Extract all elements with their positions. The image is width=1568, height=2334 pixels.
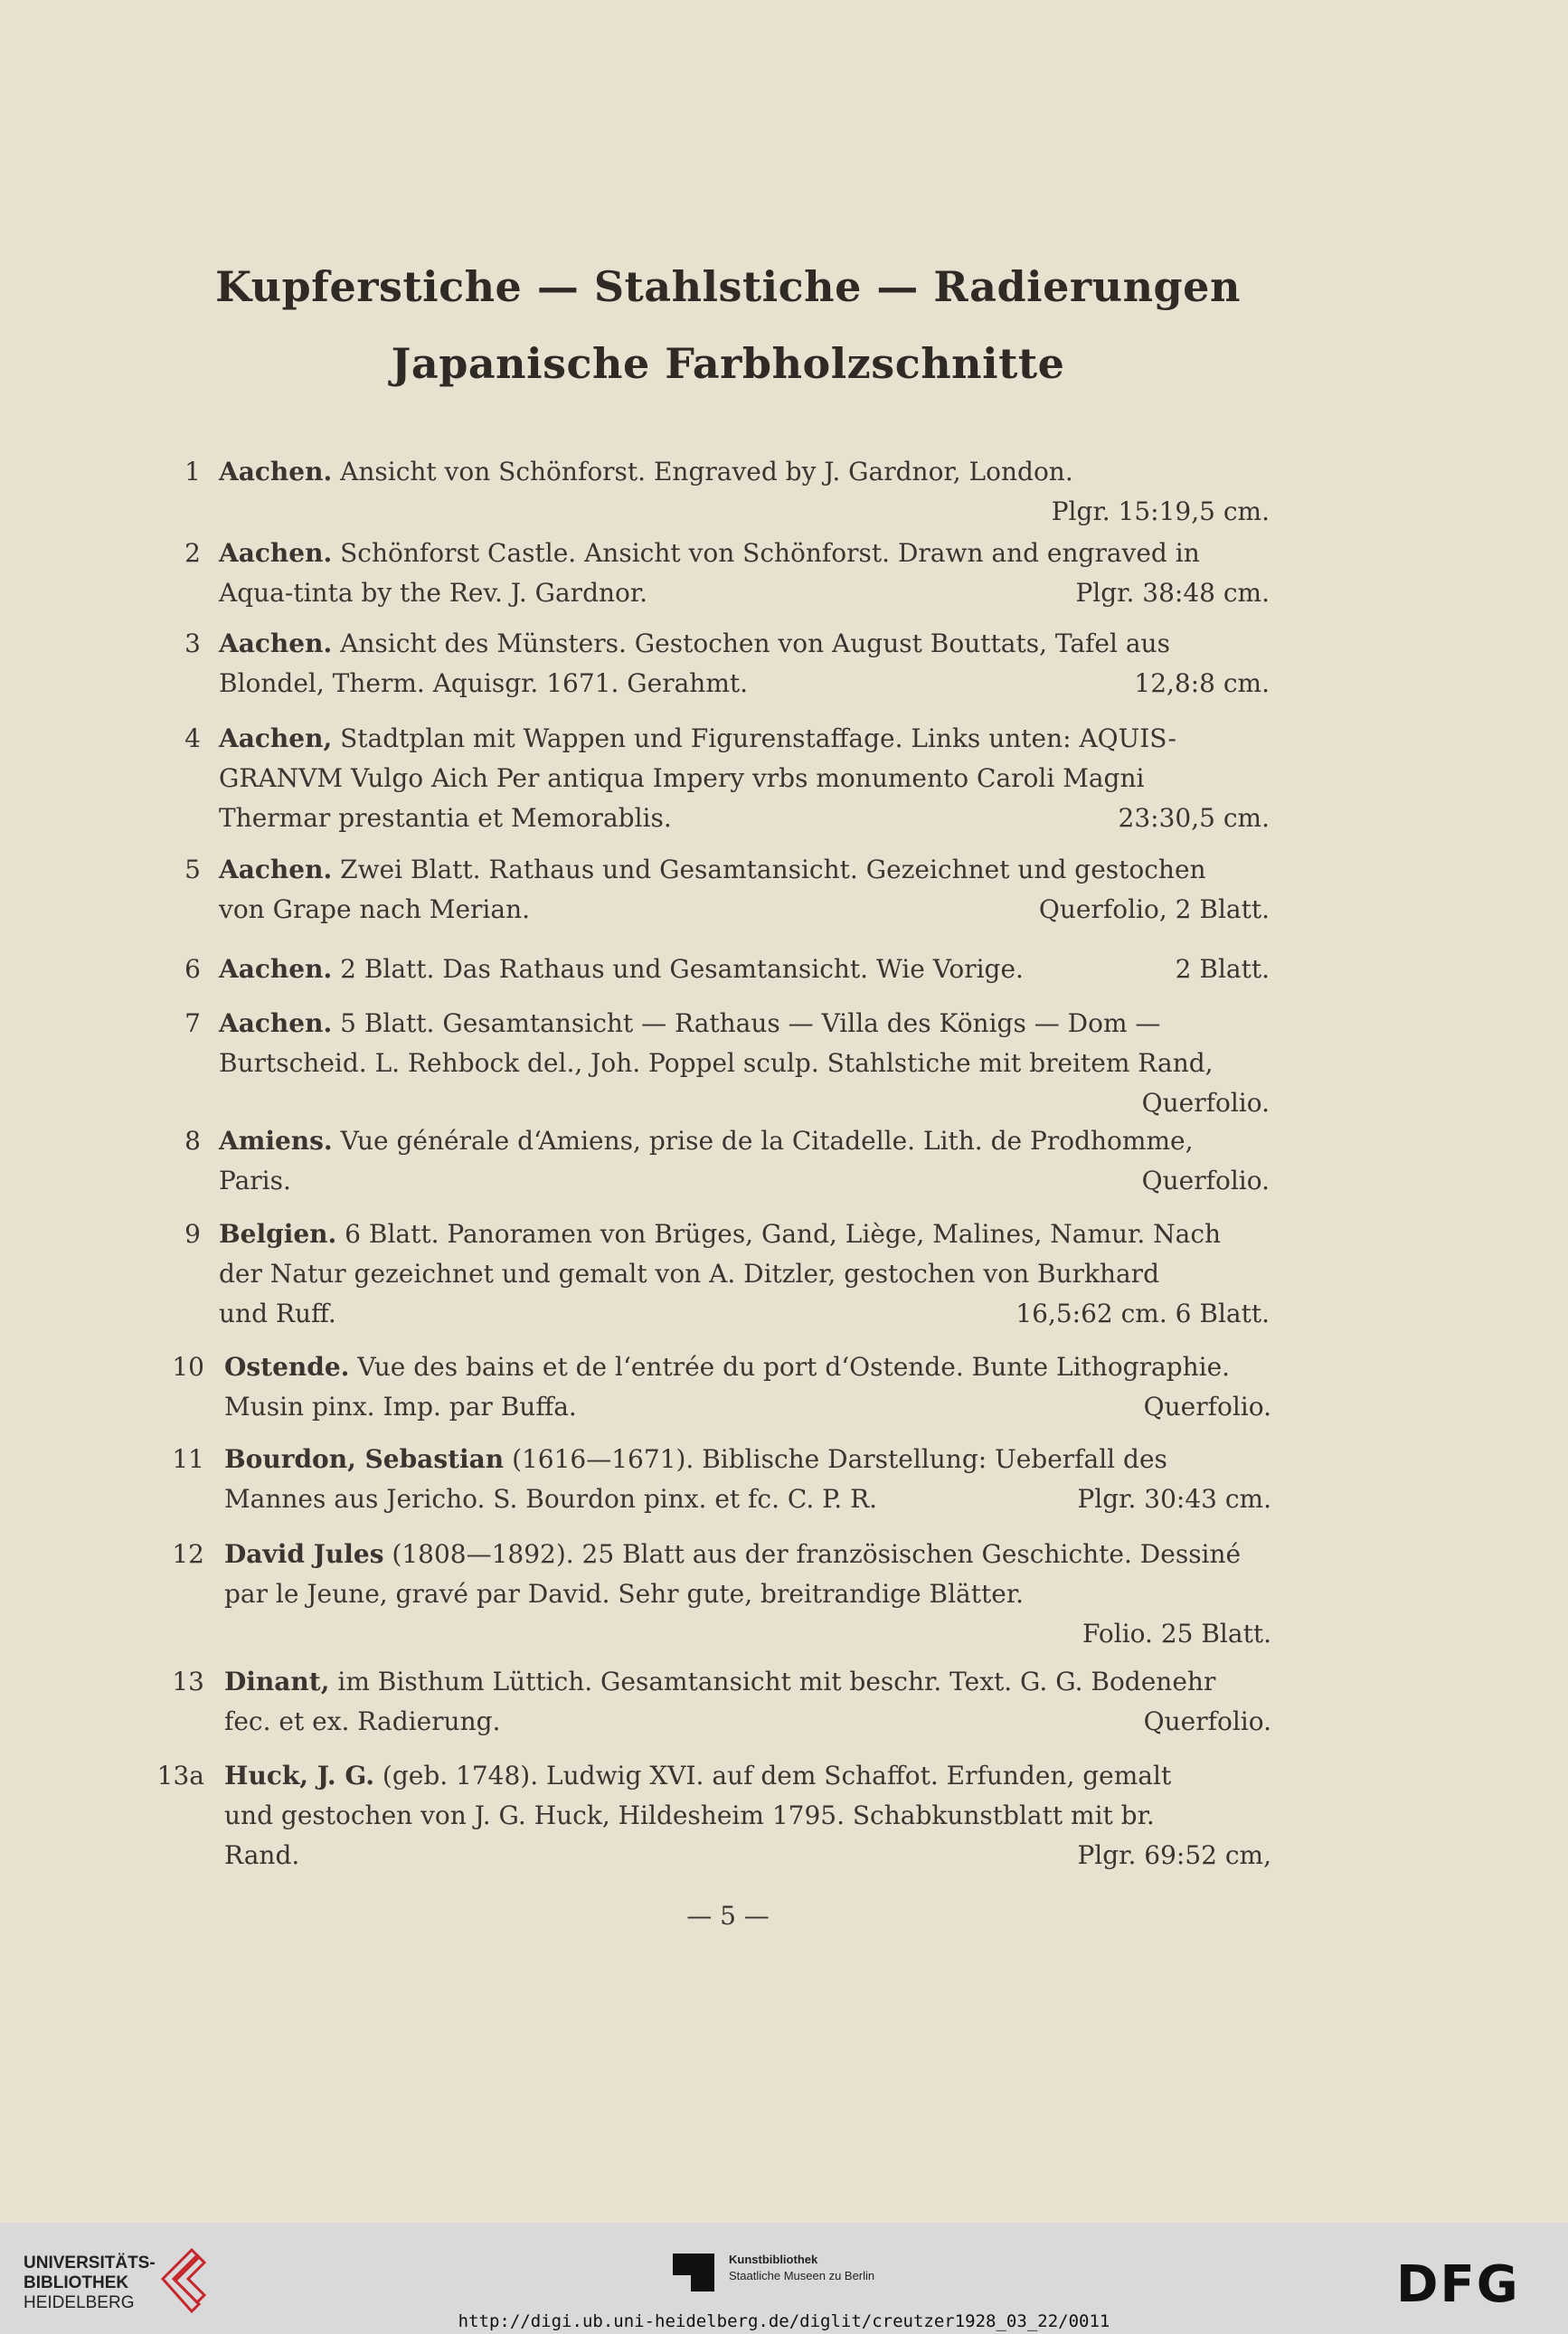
- entry-line: [224, 1440, 1297, 1479]
- entry-line-text: 2 Blatt. Das Rathaus und Gesamtansicht. Wie Vorige.: [340, 954, 1024, 984]
- entry-dimensions: Querfolio.: [1143, 1392, 1271, 1422]
- entry-number: 13: [172, 1667, 204, 1696]
- entry-name: Aachen.: [219, 1008, 333, 1038]
- entry-line: [224, 1702, 1297, 1742]
- entry-name: Aachen.: [219, 954, 333, 984]
- entry-line-text: Vue générale d‘Amiens, prise de la Citadelle. Lith. de Prodhomme,: [340, 1126, 1194, 1156]
- entry-dimensions: 23:30,5 cm.: [1118, 803, 1270, 833]
- permalink-url[interactable]: http://digi.ub.uni-heidelberg.de/diglit/creutzer1928_03_22/0011: [458, 2311, 1110, 2331]
- ub-heidelberg-text: [24, 2254, 156, 2313]
- entry-text: [219, 850, 1295, 930]
- kb-line-2: Staatliche Museen zu Berlin: [729, 2269, 875, 2282]
- entry-line-text: GRANVM Vulgo Aich Per antiqua Impery vrbs monumento Caroli Magni: [219, 763, 1145, 793]
- entry-line: [219, 1254, 1295, 1294]
- entry-line-text: Ansicht von Schönforst. Engraved by J. Gardnor, London.: [340, 457, 1073, 487]
- entry-line-text: 5 Blatt. Gesamtansicht — Rathaus — Villa des Königs — Dom —: [340, 1008, 1161, 1038]
- entry-name: Dinant,: [224, 1667, 330, 1696]
- entry-name: Aachen.: [219, 457, 333, 487]
- entry-dimensions: Plgr. 15:19,5 cm.: [1051, 496, 1270, 526]
- entry-name: Ostende.: [224, 1352, 350, 1382]
- entry-line: [224, 1796, 1297, 1836]
- entry-dimensions: 16,5:62 cm. 6 Blatt.: [1015, 1299, 1270, 1328]
- entry-line-text: (1616—1671). Biblische Darstellung: Ueberfall des: [512, 1444, 1167, 1474]
- entry-line-text: Stadtplan mit Wappen und Figurenstaffage. Links unten: AQUIS-: [340, 723, 1176, 753]
- entry-text: [219, 624, 1295, 704]
- footer-bar: [0, 2223, 1568, 2334]
- entry-number: 4: [184, 723, 201, 753]
- entry-line: [219, 1121, 1295, 1161]
- entry-dimensions: Querfolio, 2 Blatt.: [1038, 894, 1270, 924]
- entry-line: [219, 1044, 1295, 1083]
- entry-text: [219, 534, 1295, 613]
- entry-line-text: par le Jeune, gravé par David. Sehr gute, breitrandige Blätter.: [224, 1579, 1025, 1609]
- entry-line-text: Schönforst Castle. Ansicht von Schönforst. Drawn and engraved in: [340, 538, 1200, 568]
- kb-line-1: Kunstbibliothek: [729, 2253, 818, 2266]
- entry-name: Bourdon, Sebastian: [224, 1444, 505, 1474]
- entry-dimensions: 2 Blatt.: [1175, 954, 1270, 984]
- entry-number: 11: [172, 1444, 204, 1474]
- entry-name: Aachen,: [219, 723, 333, 753]
- entry-number: 3: [184, 628, 201, 658]
- entry-line: [224, 1574, 1297, 1614]
- entry-line: [219, 950, 1295, 989]
- entry-line-text: der Natur gezeichnet und gemalt von A. Ditzler, gestochen von Burkhard: [219, 1259, 1159, 1289]
- entry-line: [219, 719, 1295, 759]
- entry-number: 12: [172, 1539, 204, 1569]
- entry-line-text: 6 Blatt. Panoramen von Brüges, Gand, Liège, Malines, Namur. Nach: [345, 1219, 1222, 1249]
- entry-line: [219, 1214, 1295, 1254]
- entry-name: Aachen.: [219, 538, 333, 568]
- entry-name: Aachen.: [219, 855, 333, 884]
- title-line-2: Japanische Farbholzschnitte: [391, 339, 1065, 388]
- entry-dimensions: Plgr. 38:48 cm.: [1075, 578, 1270, 608]
- entry-line-text: und Ruff.: [219, 1299, 336, 1328]
- entry-text: [224, 1662, 1297, 1742]
- entry-dimensions: Querfolio.: [1141, 1166, 1270, 1195]
- title-line-1: Kupferstiche — Stahlstiche — Radierungen: [215, 262, 1241, 311]
- entry-line-text: fec. et ex. Radierung.: [224, 1706, 501, 1736]
- entry-line: [224, 1662, 1297, 1702]
- entry-line: [224, 1347, 1297, 1387]
- entry-line: [224, 1756, 1297, 1796]
- entry-line: [219, 1161, 1295, 1201]
- entry-number: 2: [184, 538, 201, 568]
- entry-line-text: Musin pinx. Imp. par Buffa.: [224, 1392, 577, 1422]
- entry-line: [219, 759, 1295, 798]
- entry-text: [219, 950, 1295, 989]
- entry-number: 7: [184, 1008, 201, 1038]
- entry-number: 5: [184, 855, 201, 884]
- entry-line: [219, 534, 1295, 573]
- entry-line: [219, 1004, 1295, 1044]
- entry-line-text: Burtscheid. L. Rehbock del., Joh. Poppel sculp. Stahlstiche mit breitem Rand,: [219, 1048, 1214, 1078]
- entry-text: [219, 1121, 1295, 1201]
- entry-line-text: (1808—1892). 25 Blatt aus der französischen Geschichte. Dessiné: [392, 1539, 1242, 1569]
- entry-name: Huck, J. G.: [224, 1761, 374, 1791]
- entry-line-text: Zwei Blatt. Rathaus und Gesamtansicht. Gezeichnet und gestochen: [340, 855, 1206, 884]
- entry-line: [219, 624, 1295, 664]
- entry-dimensions: Querfolio.: [1143, 1706, 1271, 1736]
- entry-text: [219, 452, 1295, 532]
- entry-text: [224, 1756, 1297, 1876]
- entry-line-text: Thermar prestantia et Memorablis.: [219, 803, 672, 833]
- entry-line-text: von Grape nach Merian.: [219, 894, 530, 924]
- entry-number: 10: [172, 1352, 204, 1382]
- entry-dimensions: Folio. 25 Blatt.: [1082, 1619, 1271, 1649]
- entry-number: 6: [184, 954, 201, 984]
- entry-dimensions: Querfolio.: [1141, 1088, 1270, 1118]
- entry-line: [219, 452, 1295, 492]
- entry-text: [219, 719, 1295, 838]
- entry-line-text: Rand.: [224, 1840, 300, 1870]
- entry-line-text: Blondel, Therm. Aquisgr. 1671. Gerahmt.: [219, 668, 749, 698]
- entry-text: [224, 1347, 1297, 1427]
- entry-name: David Jules: [224, 1539, 384, 1569]
- page-number: — 5 —: [686, 1901, 770, 1931]
- ub-heidelberg-logo-icon: [156, 2243, 219, 2315]
- entry-text: [224, 1535, 1297, 1654]
- entry-text: [224, 1440, 1297, 1519]
- entry-name: Amiens.: [219, 1126, 333, 1156]
- entry-dimensions: Plgr. 30:43 cm.: [1077, 1484, 1271, 1514]
- entry-line-text: Paris.: [219, 1166, 291, 1195]
- entry-name: Belgien.: [219, 1219, 337, 1249]
- entry-number: 8: [184, 1126, 201, 1156]
- entry-number: 13a: [156, 1761, 204, 1791]
- entry-line: [219, 850, 1295, 890]
- entry-line-text: (geb. 1748). Ludwig XVI. auf dem Schaffot. Erfunden, gemalt: [382, 1761, 1172, 1791]
- entry-number: 9: [184, 1219, 201, 1249]
- kunstbibliothek-logo-icon: [669, 2250, 720, 2295]
- entry-number: 1: [184, 457, 201, 487]
- dfg-logo: DFG: [1396, 2255, 1520, 2314]
- ub-line-3: HEIDELBERG: [24, 2293, 135, 2312]
- kunstbibliothek-text: [729, 2252, 874, 2284]
- entry-dimensions: 12,8:8 cm.: [1134, 668, 1270, 698]
- entry-line: [224, 1535, 1297, 1574]
- entry-line-text: Vue des bains et de l‘entrée du port d‘Ostende. Bunte Lithographie.: [357, 1352, 1231, 1382]
- entry-line-text: im Bisthum Lüttich. Gesamtansicht mit beschr. Text. G. G. Bodenehr: [337, 1667, 1216, 1696]
- ub-line-2: BIBLIOTHEK: [24, 2273, 129, 2292]
- entry-line-text: Mannes aus Jericho. S. Bourdon pinx. et fc. C. P. R.: [224, 1484, 878, 1514]
- entry-name: Aachen.: [219, 628, 333, 658]
- entry-line-text: Aqua-tinta by the Rev. J. Gardnor.: [219, 578, 648, 608]
- entry-dimensions: Plgr. 69:52 cm,: [1077, 1840, 1271, 1870]
- entry-line-text: Ansicht des Münsters. Gestochen von August Bouttats, Tafel aus: [340, 628, 1170, 658]
- ub-line-1: UNIVERSITÄTS-: [24, 2254, 156, 2273]
- entry-text: [219, 1214, 1295, 1334]
- entry-line-text: und gestochen von J. G. Huck, Hildesheim 1795. Schabkunstblatt mit br.: [224, 1800, 1155, 1830]
- entry-line: [224, 1387, 1297, 1427]
- entry-text: [219, 1004, 1295, 1123]
